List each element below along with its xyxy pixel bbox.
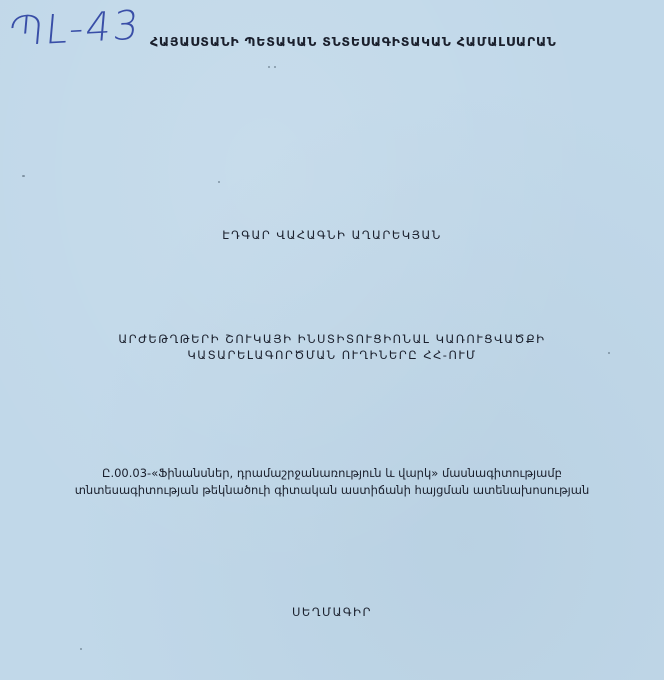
author-name: ԷԴԳԱՐ ՎԱՀԱԳՆԻ ԱՂԱՐԵԿՅԱՆ [222, 228, 442, 242]
handwritten-archive-code: ՊԼ-43 [6, 2, 143, 56]
document-type: ՍԵՂՄԱԳԻՐ [291, 605, 372, 619]
paper-speck [80, 648, 82, 650]
paper-speck [608, 352, 610, 354]
paper-speck [268, 66, 270, 68]
paper-speck [218, 181, 220, 183]
institution-name: ՀԱՅԱՍՏԱՆԻ ՊԵՏԱԿԱՆ ՏՆՏԵՍԱԳԻՏԱԿԱՆ ՀԱՄԱԼՍԱՐԱՆ [150, 34, 557, 49]
dissertation-title-line-1: ԱՐԺԵԹՂԹԵՐԻ ՇՈՒԿԱՅԻ ԻՆՍՏԻՏՈՒՑԻՈՆԱԼ ԿԱՌՈՒՑՎԱԾՔԻ [118, 332, 546, 346]
specialty-line-1: Ը.00.03-«Ֆինանսներ, դրամաշրջանառություն և վարկ» մասնագիտությամբ [102, 466, 562, 480]
dissertation-title-line-2: ԿԱՏԱՐԵԼԱԳՈՐԾՄԱՆ ՈՒՂԻՆԵՐԸ ՀՀ-ՈՒՄ [187, 348, 477, 362]
specialty-line-2: տնտեսագիտության թեկնածուի գիտական աստիճանի հայցման ատենախոսության [74, 483, 590, 497]
paper-speck [22, 175, 25, 177]
paper-speck [274, 66, 276, 68]
